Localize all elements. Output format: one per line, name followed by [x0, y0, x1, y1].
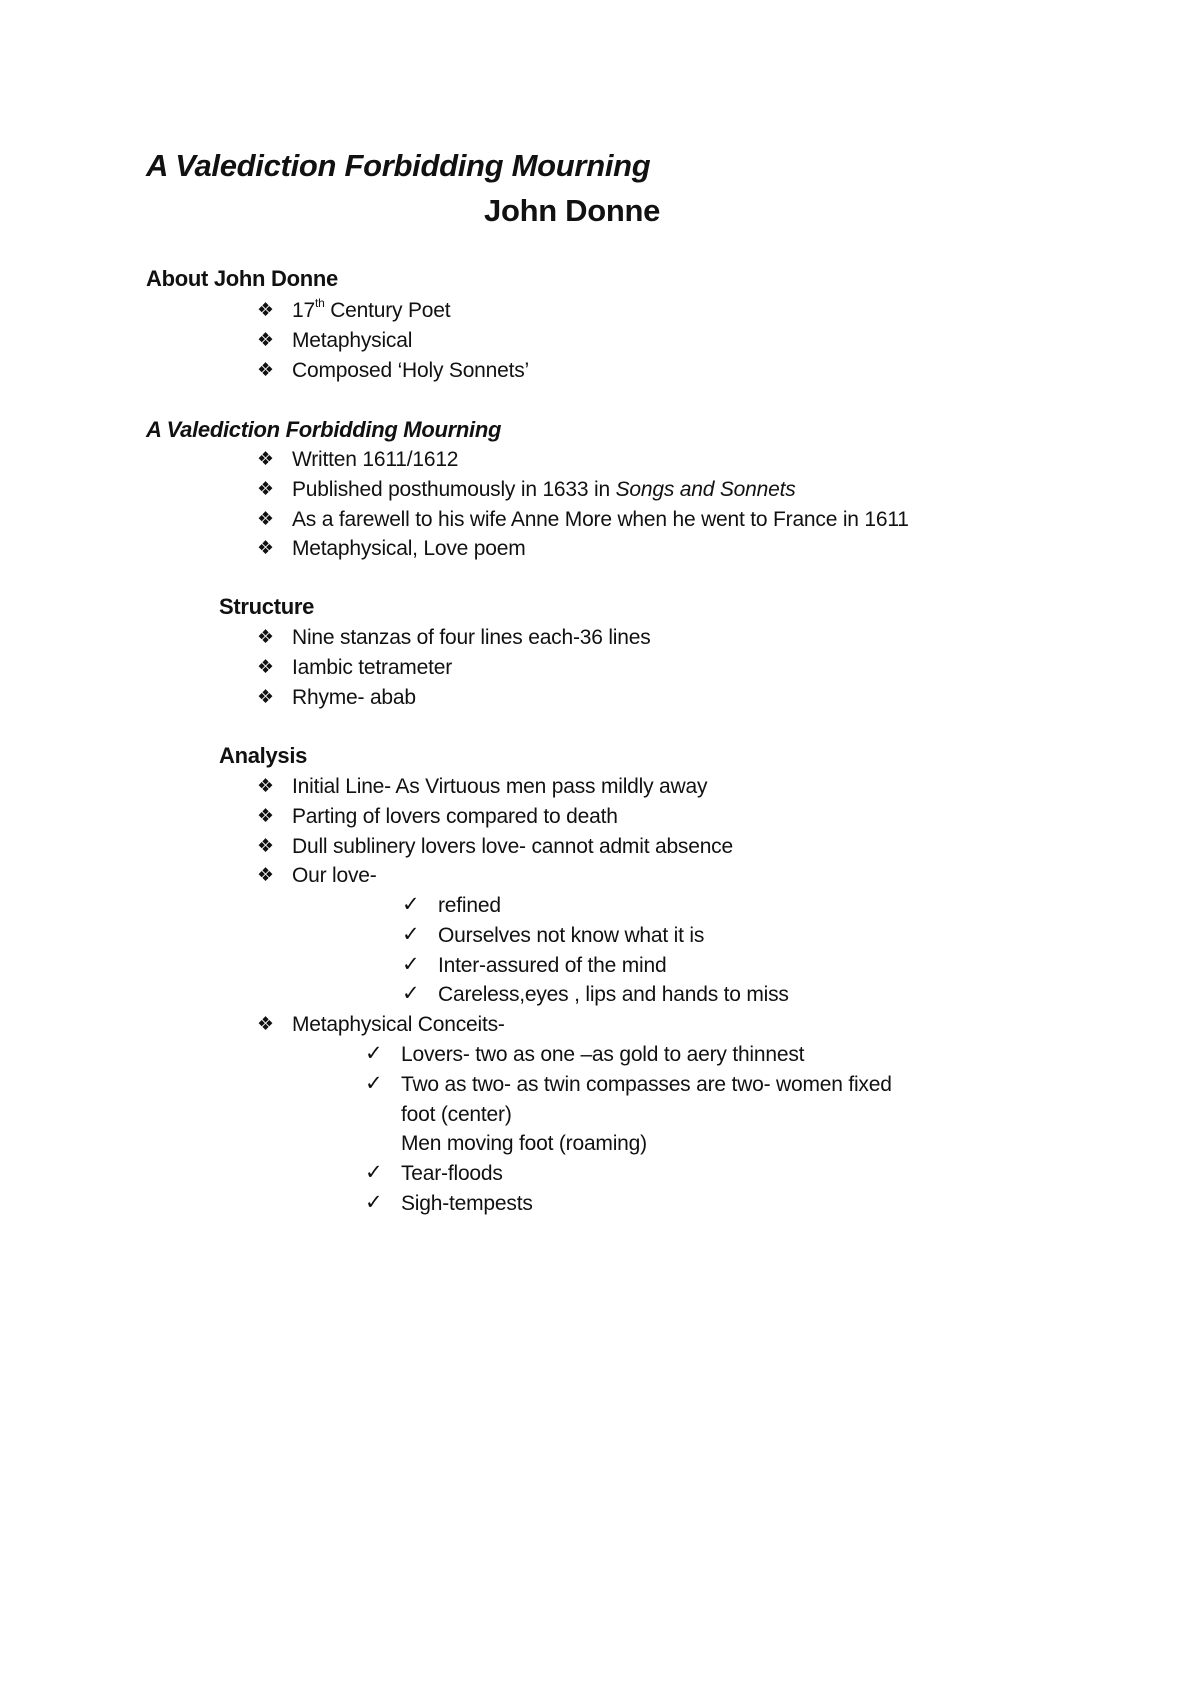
- list-item: ❖ Iambic tetrameter: [292, 653, 651, 683]
- list-item: ✓ Sigh-tempests: [401, 1189, 892, 1219]
- list-item: ❖ Written 1611/1612: [292, 445, 909, 475]
- conceits-list: [365, 1040, 892, 1219]
- document-author: John Donne: [484, 193, 661, 228]
- diamond-bullet-icon: ❖: [257, 449, 274, 470]
- list-item: ❖ Our love-: [292, 861, 733, 891]
- diamond-bullet-icon: ❖: [257, 776, 274, 797]
- conceits-parent-list: [257, 1010, 505, 1040]
- list-item: ❖ Metaphysical: [292, 326, 529, 356]
- list-item: ✓ Inter-assured of the mind: [438, 951, 789, 981]
- section-heading-analysis: Analysis: [219, 743, 308, 768]
- section-heading-poem: A Valediction Forbidding Mourning: [146, 417, 502, 442]
- checkmark-icon: ✓: [365, 1190, 383, 1214]
- structure-list: [257, 623, 651, 712]
- diamond-bullet-icon: ❖: [257, 686, 274, 708]
- list-item: ✓ Careless,eyes , lips and hands to miss: [438, 980, 789, 1010]
- poem-list: [257, 445, 909, 564]
- analysis-list: [257, 772, 733, 891]
- our-love-list: [402, 891, 789, 1010]
- list-item: ❖ Nine stanzas of four lines each-36 lines: [292, 623, 651, 653]
- list-item: ❖ Composed ‘Holy Sonnets’: [292, 356, 529, 386]
- list-item-continuation: Men moving foot (roaming): [401, 1132, 647, 1156]
- list-item-continuation: foot (center): [401, 1102, 512, 1126]
- list-item: ✓ Two as two- as twin compasses are two- women fixed: [401, 1070, 892, 1100]
- list-item: ✓ Lovers- two as one –as gold to aery thinnest: [401, 1040, 892, 1070]
- checkmark-icon: ✓: [365, 1042, 383, 1065]
- diamond-bullet-icon: ❖: [257, 300, 274, 321]
- checkmark-icon: ✓: [365, 1071, 383, 1095]
- checkmark-icon: ✓: [402, 893, 420, 916]
- list-item: ✓ refined: [438, 891, 789, 921]
- about-list: [257, 296, 530, 385]
- diamond-bullet-icon: ❖: [257, 865, 274, 887]
- section-heading-structure: Structure: [219, 594, 315, 619]
- list-item: ❖ As a farewell to his wife Anne More when he went to France in 1611: [292, 505, 909, 535]
- list-item: ❖ Metaphysical Conceits-: [292, 1010, 505, 1040]
- diamond-bullet-icon: ❖: [257, 359, 274, 381]
- diamond-bullet-icon: ❖: [257, 1014, 274, 1035]
- list-item: ❖ Initial Line- As Virtuous men pass mildly away: [292, 772, 733, 802]
- checkmark-icon: ✓: [402, 922, 420, 946]
- diamond-bullet-icon: ❖: [257, 805, 274, 827]
- list-item: ❖ Dull sublinery lovers love- cannot admit absence: [292, 832, 733, 862]
- document-title: A Valediction Forbidding Mourning: [146, 148, 651, 183]
- list-item: ✓ Tear-floods: [401, 1159, 892, 1189]
- diamond-bullet-icon: ❖: [257, 508, 274, 530]
- section-heading-about: About John Donne: [146, 266, 338, 291]
- checkmark-icon: ✓: [402, 982, 420, 1006]
- diamond-bullet-icon: ❖: [257, 478, 274, 500]
- diamond-bullet-icon: ❖: [257, 656, 274, 678]
- checkmark-icon: ✓: [402, 952, 420, 976]
- list-item: ❖ Published posthumously in 1633 in Songs and Sonnets: [292, 475, 909, 505]
- list-item: ❖ Metaphysical, Love poem: [292, 534, 909, 564]
- diamond-bullet-icon: ❖: [257, 835, 274, 857]
- diamond-bullet-icon: ❖: [257, 627, 274, 648]
- list-item: ❖ Rhyme- abab: [292, 683, 651, 713]
- diamond-bullet-icon: ❖: [257, 329, 274, 351]
- list-item: ❖ 17th Century Poet: [292, 296, 529, 326]
- list-item: ✓ Ourselves not know what it is: [438, 921, 789, 951]
- checkmark-icon: ✓: [365, 1161, 383, 1185]
- diamond-bullet-icon: ❖: [257, 538, 274, 560]
- list-item: ❖ Parting of lovers compared to death: [292, 802, 733, 832]
